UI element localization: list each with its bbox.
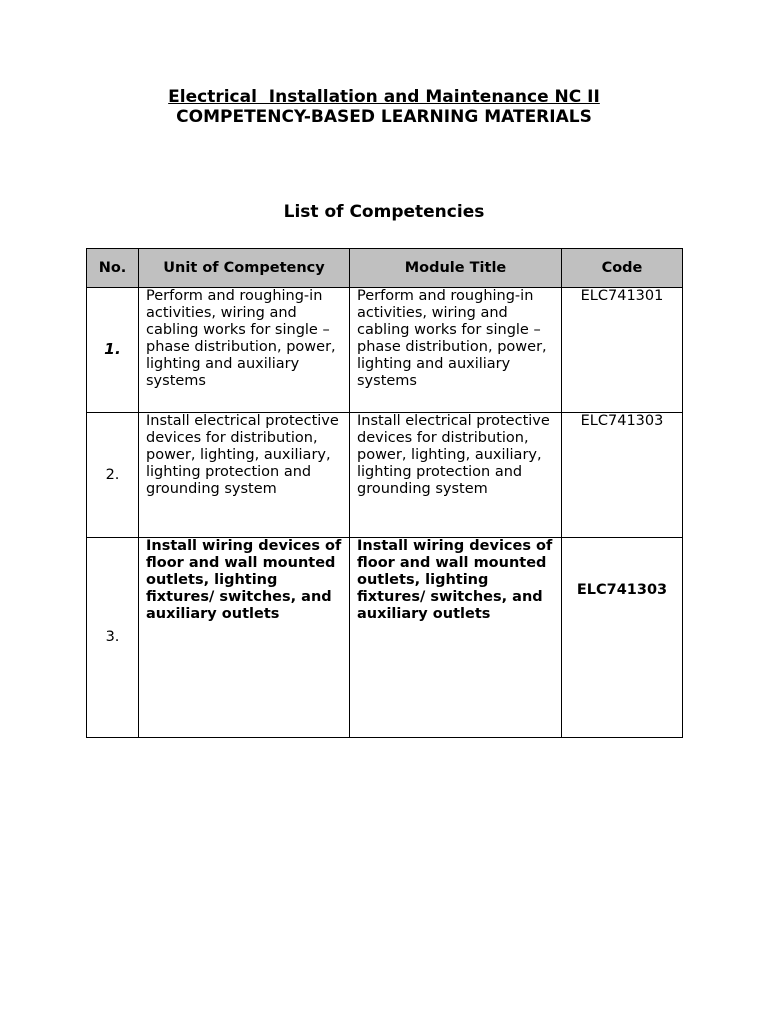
table-row: [87, 413, 683, 538]
table-header-row: [87, 249, 683, 288]
document-title: Electrical Installation and Maintenance NC II: [168, 87, 600, 107]
section-heading: List of Competencies: [283, 202, 485, 222]
unit-of-competency-cell: Perform and roughing-in activities, wiring and cabling works for single – phase distribution, power, lighting and auxiliary systems: [139, 288, 350, 413]
column-header-unit: Unit of Competency: [139, 249, 350, 288]
row-number-text: 1.: [104, 340, 121, 358]
table-row: [87, 288, 683, 413]
table-row: [87, 538, 683, 738]
code-cell: ELC741303: [562, 538, 683, 738]
row-number: [87, 288, 139, 413]
column-header-code: Code: [562, 249, 683, 288]
code-cell: ELC741301: [562, 288, 683, 413]
competencies-table: [86, 248, 683, 738]
column-header-module: Module Title: [350, 249, 562, 288]
row-number: 3.: [87, 538, 139, 738]
unit-of-competency-cell: Install electrical protective devices for distribution, power, lighting, auxiliary, lighting protection and grounding system: [139, 413, 350, 538]
unit-of-competency-cell: Install wiring devices of floor and wall mounted outlets, lighting fixtures/ switches, and auxiliary outlets: [139, 538, 350, 738]
row-number: 2.: [87, 413, 139, 538]
document-subtitle: COMPETENCY-BASED LEARNING MATERIALS: [176, 107, 592, 127]
column-header-no: No.: [87, 249, 139, 288]
code-cell: ELC741303: [562, 413, 683, 538]
module-title-cell: Install wiring devices of floor and wall mounted outlets, lighting fixtures/ switches, and auxiliary outlets: [350, 538, 562, 738]
module-title-cell: Install electrical protective devices for distribution, power, lighting, auxiliary, lighting protection and grounding system: [350, 413, 562, 538]
module-title-cell: Perform and roughing-in activities, wiring and cabling works for single – phase distribution, power, lighting and auxiliary systems: [350, 288, 562, 413]
